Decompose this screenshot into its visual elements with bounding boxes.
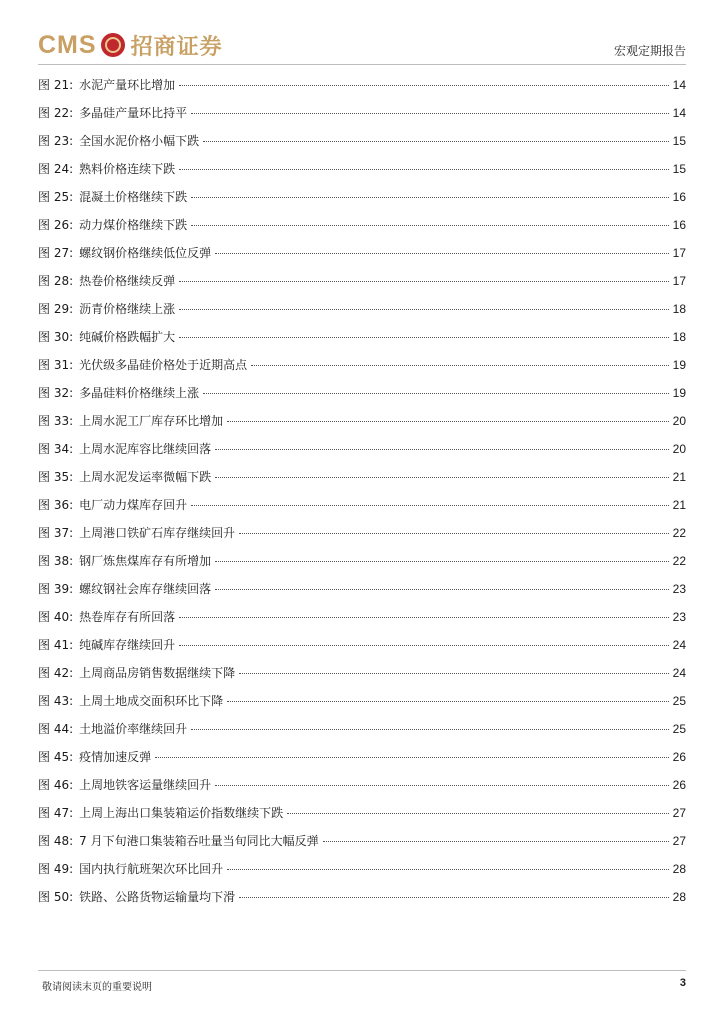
- toc-entry[interactable]: [38, 776, 686, 804]
- toc-entry[interactable]: [38, 188, 686, 216]
- figure-number: 图 41:: [38, 638, 74, 652]
- dot-leader: [179, 644, 668, 646]
- dot-leader: [239, 896, 668, 898]
- figure-page-number: 17: [672, 246, 686, 260]
- figure-title: 上周上海出口集装箱运价指数继续下跌: [79, 806, 284, 820]
- figure-page-number: 18: [672, 302, 686, 316]
- figure-title: 上周水泥发运率微幅下跌: [79, 470, 212, 484]
- dot-leader: [191, 112, 668, 114]
- figure-number: 图 31:: [38, 358, 74, 372]
- figure-number: 图 43:: [38, 694, 74, 708]
- toc-entry[interactable]: [38, 804, 686, 832]
- logo-chinese-text: 招商证券: [130, 34, 223, 60]
- figure-number: 图 21:: [38, 78, 74, 92]
- logo-seal-icon: [101, 33, 125, 57]
- figure-number: 图 47:: [38, 806, 74, 820]
- figure-title: 水泥产量环比增加: [79, 78, 176, 92]
- dot-leader: [215, 588, 668, 590]
- logo-latin-text: CMS: [38, 30, 97, 59]
- dot-leader: [179, 616, 668, 618]
- dot-leader: [155, 756, 668, 758]
- toc-entry[interactable]: [38, 328, 686, 356]
- toc-entry[interactable]: [38, 384, 686, 412]
- figure-title: 光伏级多晶硅价格处于近期高点: [79, 358, 248, 372]
- figure-title: 沥青价格继续上涨: [79, 302, 176, 316]
- toc-entry[interactable]: [38, 300, 686, 328]
- figure-page-number: 16: [672, 218, 686, 232]
- toc-entry[interactable]: [38, 580, 686, 608]
- page-number: 3: [679, 977, 686, 989]
- figure-title: 混凝土价格继续下跌: [79, 190, 188, 204]
- toc-entry[interactable]: [38, 160, 686, 188]
- figure-title: 螺纹钢价格继续低位反弹: [79, 246, 212, 260]
- figure-page-number: 21: [672, 470, 686, 484]
- figure-page-number: 14: [672, 78, 686, 92]
- dot-leader: [179, 280, 668, 282]
- figure-page-number: 20: [672, 442, 686, 456]
- figure-page-number: 24: [672, 666, 686, 680]
- figure-page-number: 21: [672, 498, 686, 512]
- figure-title: 全国水泥价格小幅下跌: [79, 134, 200, 148]
- toc-entry[interactable]: [38, 888, 686, 916]
- figure-number: 图 37:: [38, 526, 74, 540]
- figure-title: 钢厂炼焦煤库存有所增加: [79, 554, 212, 568]
- dot-leader: [215, 784, 668, 786]
- figure-title: 热卷价格继续反弹: [79, 274, 176, 288]
- dot-leader: [323, 840, 669, 842]
- toc-entry[interactable]: [38, 664, 686, 692]
- figure-title: 疫情加速反弹: [79, 750, 152, 764]
- dot-leader: [191, 504, 668, 506]
- toc-entry[interactable]: [38, 720, 686, 748]
- dot-leader: [227, 700, 668, 702]
- footer-divider: [38, 970, 686, 971]
- figure-page-number: 27: [672, 806, 686, 820]
- figure-page-number: 26: [672, 778, 686, 792]
- figure-number: 图 38:: [38, 554, 74, 568]
- figure-number: 图 50:: [38, 890, 74, 904]
- figure-page-number: 17: [672, 274, 686, 288]
- figure-page-number: 24: [672, 638, 686, 652]
- dot-leader: [179, 336, 668, 338]
- figure-page-number: 28: [672, 890, 686, 904]
- dot-leader: [203, 392, 668, 394]
- figure-number: 图 29:: [38, 302, 74, 316]
- disclaimer-note: 敬请阅读末页的重要说明: [42, 982, 152, 993]
- toc-entry[interactable]: [38, 468, 686, 496]
- dot-leader: [251, 364, 668, 366]
- toc-entry[interactable]: [38, 748, 686, 776]
- figure-number: 图 30:: [38, 330, 74, 344]
- figure-number: 图 45:: [38, 750, 74, 764]
- dot-leader: [239, 672, 668, 674]
- dot-leader: [191, 728, 668, 730]
- figure-page-number: 23: [672, 610, 686, 624]
- toc-entry[interactable]: [38, 76, 686, 104]
- figure-title: 螺纹钢社会库存继续回落: [79, 582, 212, 596]
- dot-leader: [227, 868, 668, 870]
- figure-number: 图 36:: [38, 498, 74, 512]
- dot-leader: [179, 308, 668, 310]
- figure-page-number: 18: [672, 330, 686, 344]
- dot-leader: [191, 196, 668, 198]
- figure-number: 图 44:: [38, 722, 74, 736]
- dot-leader: [239, 532, 668, 534]
- figure-number: 图 28:: [38, 274, 74, 288]
- figure-page-number: 28: [672, 862, 686, 876]
- toc-entry[interactable]: [38, 832, 686, 860]
- figure-number: 图 27:: [38, 246, 74, 260]
- figure-title: 上周水泥库容比继续回落: [79, 442, 212, 456]
- figure-page-number: 22: [672, 526, 686, 540]
- toc-entry[interactable]: [38, 132, 686, 160]
- figure-title: 国内执行航班架次环比回升: [79, 862, 224, 876]
- figure-page-number: 19: [672, 386, 686, 400]
- figure-number: 图 40:: [38, 610, 74, 624]
- figure-number: 图 35:: [38, 470, 74, 484]
- figure-number: 图 33:: [38, 414, 74, 428]
- figure-title: 多晶硅产量环比持平: [79, 106, 188, 120]
- header-divider: [38, 64, 686, 65]
- figure-page-number: 25: [672, 694, 686, 708]
- figure-page-number: 15: [672, 162, 686, 176]
- toc-entry[interactable]: [38, 692, 686, 720]
- figure-title: 土地溢价率继续回升: [79, 722, 188, 736]
- figure-number: 图 26:: [38, 218, 74, 232]
- figure-number: 图 46:: [38, 778, 74, 792]
- figure-title: 电厂动力煤库存回升: [79, 498, 188, 512]
- toc-entry[interactable]: [38, 524, 686, 552]
- figure-number: 图 42:: [38, 666, 74, 680]
- figure-title: 上周土地成交面积环比下降: [79, 694, 224, 708]
- figure-page-number: 23: [672, 582, 686, 596]
- dot-leader: [179, 84, 668, 86]
- figure-number: 图 39:: [38, 582, 74, 596]
- toc-entry[interactable]: [38, 608, 686, 636]
- dot-leader: [287, 812, 668, 814]
- figure-title: 铁路、公路货物运输量均下滑: [79, 890, 236, 904]
- figure-page-number: 19: [672, 358, 686, 372]
- figure-title: 纯碱库存继续回升: [79, 638, 176, 652]
- figure-title: 纯碱价格跌幅扩大: [79, 330, 176, 344]
- figure-number: 图 22:: [38, 106, 74, 120]
- toc-entry[interactable]: [38, 496, 686, 524]
- figure-page-number: 16: [672, 190, 686, 204]
- figure-title: 7 月下旬港口集装箱吞吐量当旬同比大幅反弹: [79, 834, 319, 848]
- figure-title: 上周地铁客运量继续回升: [79, 778, 212, 792]
- figure-number: 图 25:: [38, 190, 74, 204]
- figure-number: 图 48:: [38, 834, 74, 848]
- dot-leader: [215, 252, 668, 254]
- toc-entry[interactable]: [38, 244, 686, 272]
- toc-entry[interactable]: [38, 272, 686, 300]
- figure-title: 多晶硅料价格继续上涨: [79, 386, 200, 400]
- toc-entry[interactable]: [38, 356, 686, 384]
- page-header: [38, 26, 686, 66]
- figure-page-number: 22: [672, 554, 686, 568]
- toc-entry[interactable]: [38, 636, 686, 664]
- cms-logo: [38, 30, 223, 60]
- figure-page-number: 26: [672, 750, 686, 764]
- figure-title: 上周港口铁矿石库存继续回升: [79, 526, 236, 540]
- figure-page-number: 15: [672, 134, 686, 148]
- figure-number: 图 24:: [38, 162, 74, 176]
- figure-page-number: 25: [672, 722, 686, 736]
- figure-page-number: 20: [672, 414, 686, 428]
- figure-number: 图 23:: [38, 134, 74, 148]
- figure-number: 图 32:: [38, 386, 74, 400]
- dot-leader: [215, 448, 668, 450]
- toc-entry[interactable]: [38, 440, 686, 468]
- figure-page-number: 14: [672, 106, 686, 120]
- dot-leader: [203, 140, 668, 142]
- figure-title: 上周水泥工厂库存环比增加: [79, 414, 224, 428]
- figure-number: 图 49:: [38, 862, 74, 876]
- toc-entry[interactable]: [38, 860, 686, 888]
- figure-title: 热卷库存有所回落: [79, 610, 176, 624]
- toc-entry[interactable]: [38, 104, 686, 132]
- report-type-label: 宏观定期报告: [613, 44, 686, 58]
- toc-entry[interactable]: [38, 216, 686, 244]
- figure-title: 熟料价格连续下跌: [79, 162, 176, 176]
- dot-leader: [227, 420, 668, 422]
- figure-list: [38, 76, 686, 916]
- dot-leader: [215, 476, 668, 478]
- dot-leader: [179, 168, 668, 170]
- dot-leader: [215, 560, 668, 562]
- figure-number: 图 34:: [38, 442, 74, 456]
- dot-leader: [191, 224, 668, 226]
- figure-page-number: 27: [672, 834, 686, 848]
- toc-entry[interactable]: [38, 552, 686, 580]
- toc-entry[interactable]: [38, 412, 686, 440]
- figure-title: 上周商品房销售数据继续下降: [79, 666, 236, 680]
- figure-title: 动力煤价格继续下跌: [79, 218, 188, 232]
